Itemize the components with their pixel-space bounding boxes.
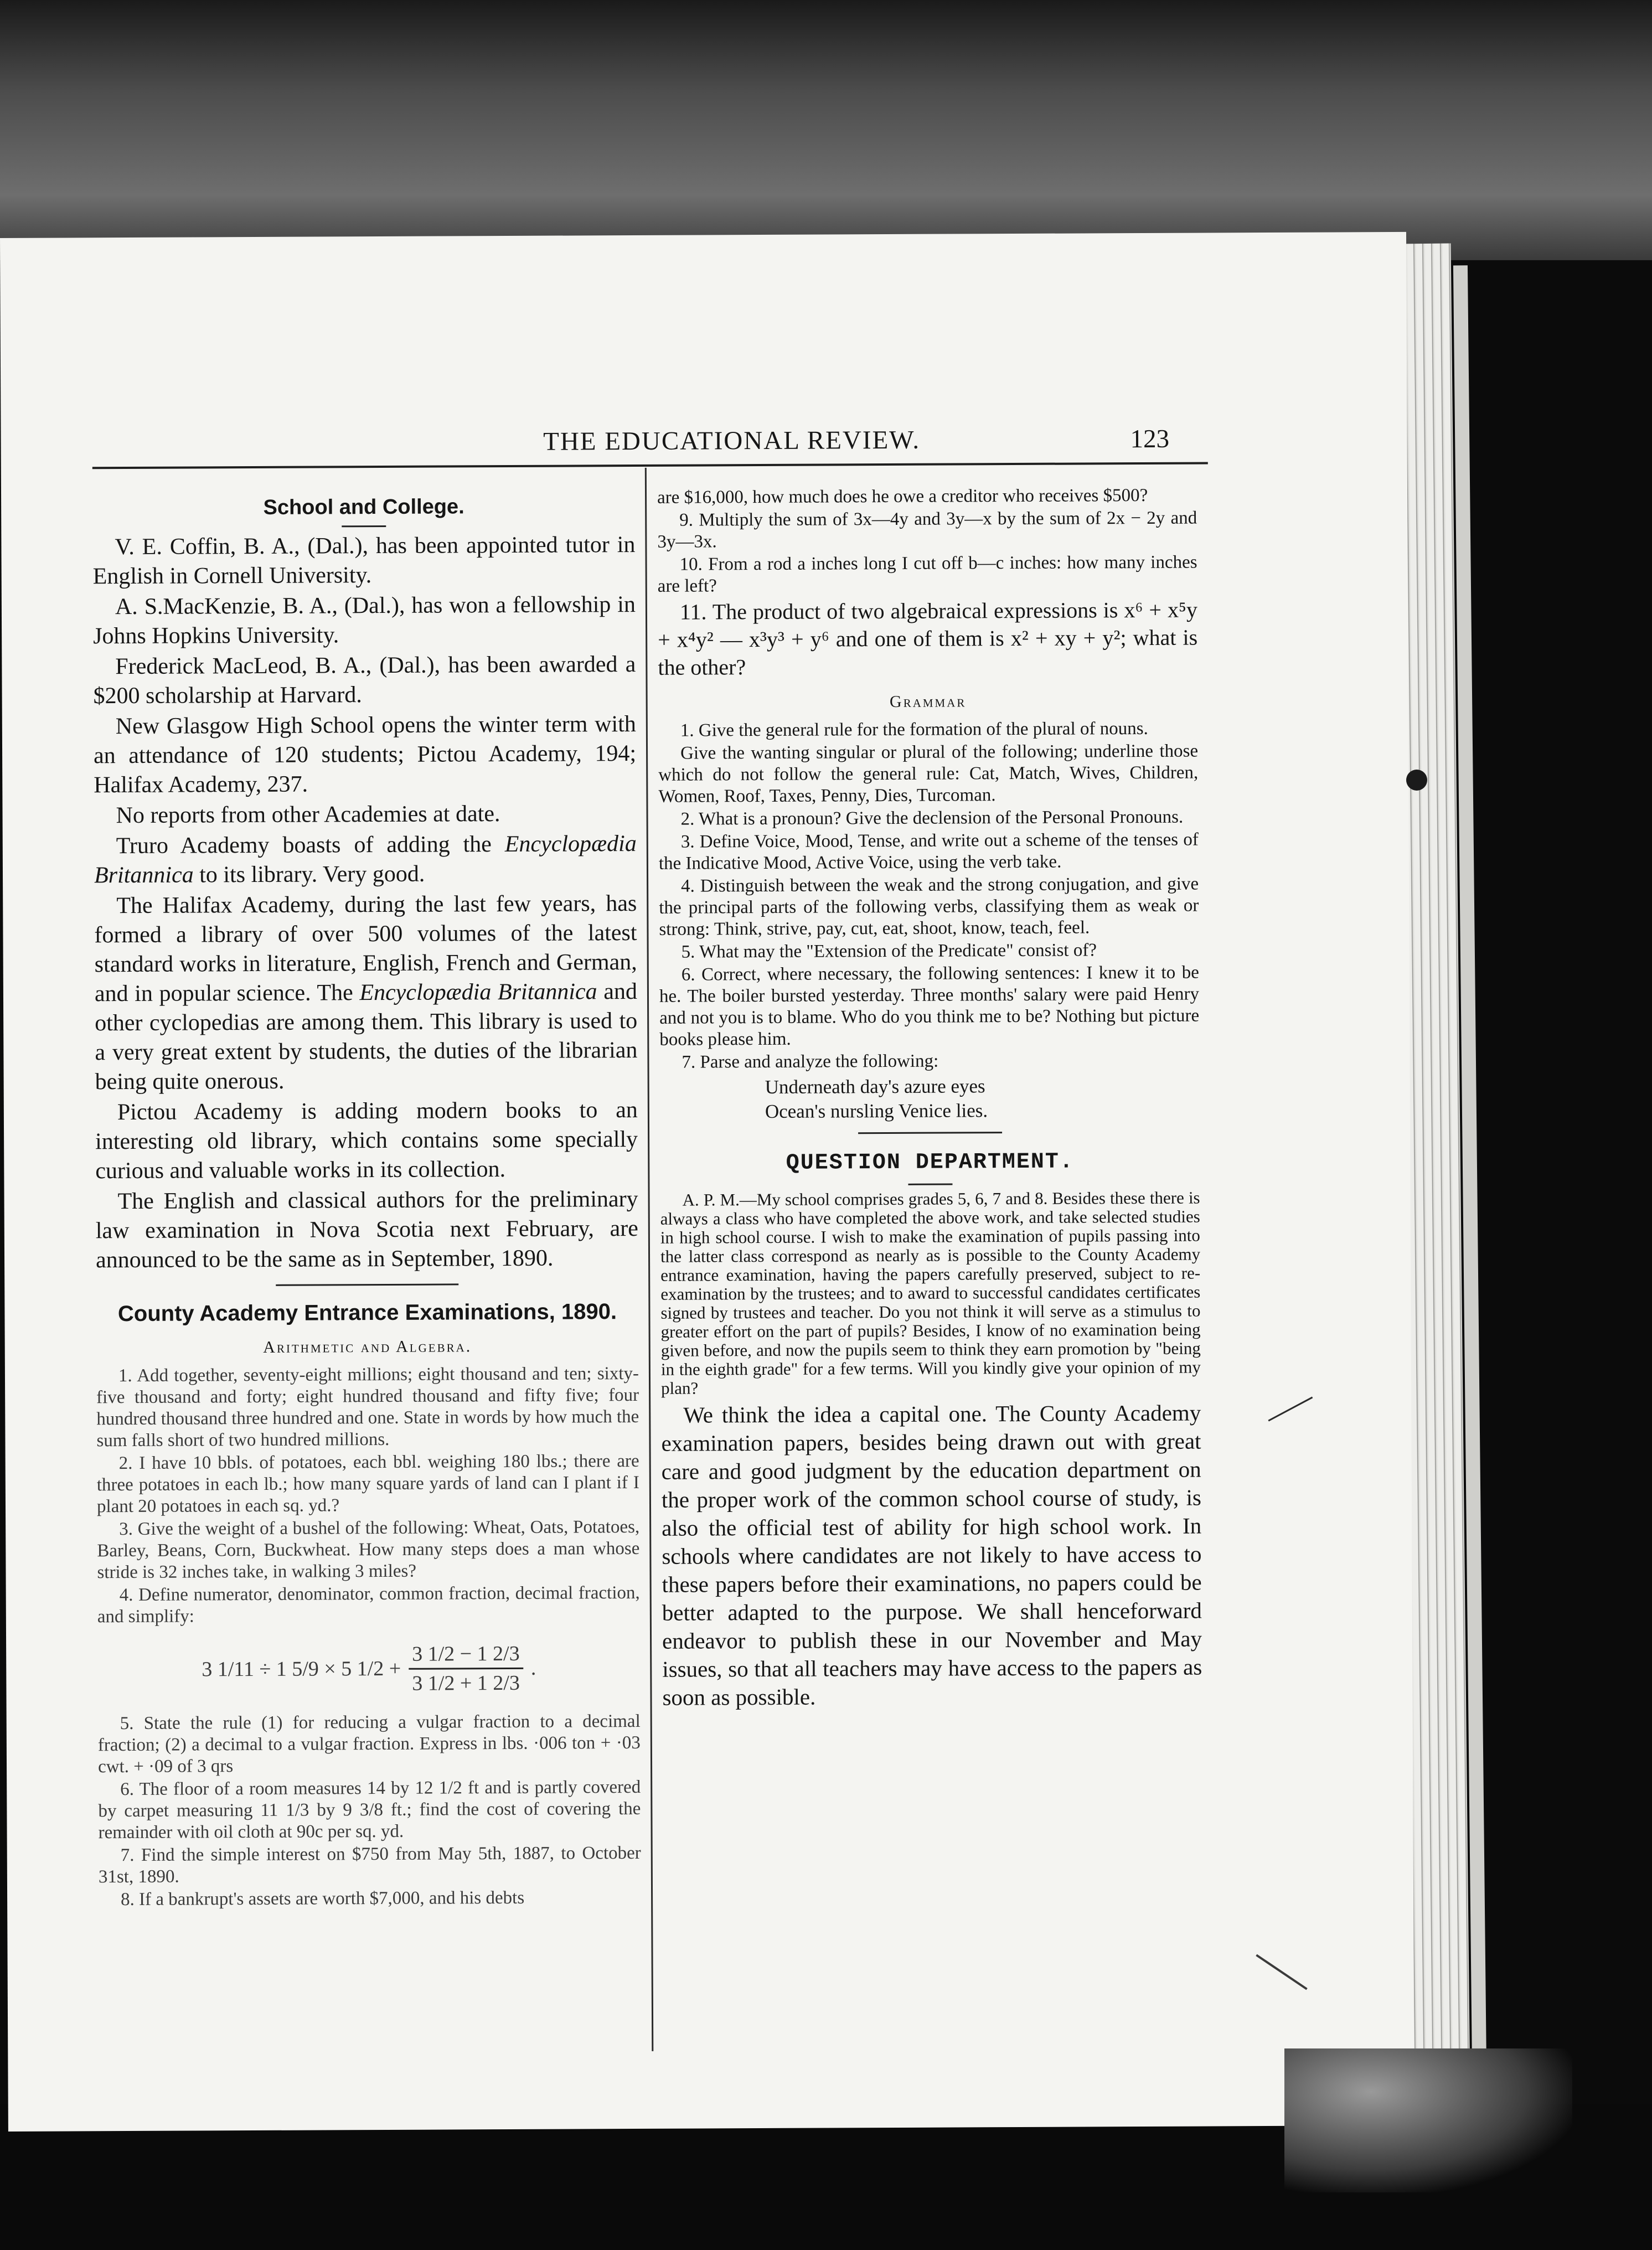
header-rule [92,462,1208,469]
grammar-question: 6. Correct, where necessary, the following sentences: I knew it to be he. The boiler bursted yesterday. Three months' salary were paid Henry and not you is to blame. Who do you think me to be? Nothing but picture books please him. [659,962,1200,1050]
school-college-heading: School and College. [263,495,464,519]
journal-page [0,232,1414,2132]
light-glare [1284,2048,1572,2192]
exams-heading: County Academy Entrance Examinations, 1890. [117,1299,617,1327]
question-department-heading: QUESTION DEPARTMENT. [786,1149,1074,1176]
exam-question: 9. Multiply the sum of 3x—4y and 3y—x by the sum of 2x − 2y and 3y—3x. [657,508,1197,552]
reader-letter: A. P. M.—My school comprises grades 5, 6, 7 and 8. Besides these there is always a class who have completed the above work, and take selected studies in high school course. I wish to make the examination of pupils passing into the latter class correspond as nearly as is possible to the County Academy entrance examination, having the papers carefully preserved, subject to re-examination by the trustees; and to award to successful candidates certificates signed by trustees and teacher. Do you not think it will serve as a stimulus to greater effort on the part of pupils? Besides, I know of no examination being given before, and now the pupils seem to think they earn promotion by "being in the eighth grade" for a few terms. Will you kindly give your opinion of my plan? [660,1188,1201,1398]
grammar-question: 3. Define Voice, Mood, Tense, and write out a scheme of the tenses of the Indicative Mood, Active Voice, using the verb take. [658,829,1199,874]
column-divider [645,468,653,2051]
grammar-question: 5. What may the "Extension of the Predicate" consist of? [681,940,1097,962]
exam-question: 7. Find the simple interest on $750 from May 5th, 1887, to October 31st, 1890. [98,1843,641,1887]
exam-question: 5. State the rule (1) for reducing a vulgar fraction to a decimal fraction; (2) a decimal to a vulgar fraction. Express in lbs. ·006 ton + ·03 cwt. + ·09 of 3 qrs [97,1711,641,1777]
news-item-halifax: The Halifax Academy, during the last few years, has formed a library of over 500 volumes of the latest standard works in literature, English, French and German, and in popular science. The Encyclopædia Britannica and other cyclopedias are among them. This library is used to a very great extent by students, the duties of the librarian being quite onerous. [94,890,638,1095]
news-item: Pictou Academy is adding modern books to an interesting old library, which contains some specially curious and valuable works in its collection. [95,1097,638,1184]
news-item: A. S.MacKenzie, B. A., (Dal.), has won a fellowship in Johns Hopkins University. [93,591,636,649]
exam-question: 1. Add together, seventy-eight millions; eight thousand and ten; sixty-five thousand and forty; eight hundred thousand and fifty five; four hundred thousand three hundred and one. State in words by how much the sum falls short of two hundred millions. [96,1363,639,1451]
exam-question-cont: are $16,000, how much does he owe a creditor who receives $500? [657,485,1148,508]
exam-question: 6. The floor of a room measures 14 by 12 1/2 ft and is partly covered by carpet measuring 11 1/3 by 9 3/8 ft.; find the cost of covering the remainder with oil cloth at 90c per sq. yd. [98,1777,641,1843]
section-rule [858,1132,1002,1134]
grammar-question: 7. Parse and analyze the following: [682,1051,939,1072]
exam-question: 4. Define numerator, denominator, common fraction, decimal fraction, and simplify: [97,1582,640,1627]
grammar-question: 1. Give the general rule for the formation of the plural of nouns. [680,718,1148,741]
exam-question: 10. From a rod a inches long I cut off b—c inches: how many inches are left? [657,552,1197,596]
news-item: V. E. Coffin, B. A., (Dal.), has been appointed tutor in English in Cornell University. [92,531,636,590]
arithmetic-heading: Arithmetic and Algebra. [263,1337,472,1356]
news-item-truro: Truro Academy boasts of adding the Encyclopædia Britannica to its library. Very good. [94,830,637,889]
formula-fraction [409,1639,523,1697]
ink-blot [1406,770,1427,791]
grammar-heading: Grammar [889,692,967,711]
heading-rule [342,525,386,527]
grammar-question: 4. Distinguish between the weak and the strong conjugation, and give the principal parts of the following verbs, classifying them as weak or strong: Think, strive, pay, cut, eat, shoot, know, teach, feel. [659,874,1199,940]
section-rule [276,1283,458,1286]
poem-line: Ocean's nursling Venice lies. [765,1100,988,1122]
formula-lead: 3 1/11 ÷ 1 5/9 × 5 1/2 + [202,1656,401,1681]
exam-question: 2. I have 10 bbls. of potatoes, each bbl. weighing 180 lbs.; there are three potatoes in each lb.; how many square yards of land can I plant if I plant 20 potatoes in each sq. yd.? [96,1451,639,1517]
math-formula [97,1634,641,1703]
news-item: Frederick MacLeod, B. A., (Dal.), has been awarded a $200 scholarship at Harvard. [93,651,636,709]
poem-line: Underneath day's azure eyes [765,1075,985,1098]
exam-question: 11. The product of two algebraical expressions is x⁶ + x⁵y + x⁴y² — x³y³ + y⁶ and one of them is x² + xy + y²; what is the other? [658,597,1198,680]
formula-denominator: 3 1/2 + 1 2/3 [412,1671,520,1695]
arithmetic-questions [96,1363,641,1911]
grammar-question: Give the wanting singular or plural of the following; underline those which do not follow the general rule: Cat, Match, Wives, Children, Women, Roof, Taxes, Penny, Dies, Turcoman. [658,741,1199,807]
heading-rule [908,1184,952,1185]
news-item: The English and classical authors for the preliminary law examination in Nova Scotia next February, are announced to be the same as in September, 1890. [95,1186,638,1273]
left-column [92,490,641,1912]
news-item: No reports from other Academies at date. [116,801,500,829]
grammar-question: 2. What is a pronoun? Give the declension of the Personal Pronouns. [680,807,1184,829]
editor-reply: We think the idea a capital one. The County Academy examination papers, besides being drawn out with great care and good judgment by the education department on the proper work of the common school course of study, is also the official test of ability for high school work. In schools where candidates are not likely to have access to these papers before their examinations, no papers could be better adapted to the purpose. We shall henceforward endeavor to publish these in our November and May issues, so that all teachers may have access to the papers as soon as possible. [661,1400,1202,1710]
right-column [657,485,1202,1713]
page-number: 123 [1130,424,1170,454]
news-item: New Glasgow High School opens the winter term with an attendance of 120 students; Pictou Academy, 194; Halifax Academy, 237. [93,711,637,798]
exam-question: 3. Give the weight of a bushel of the following: Wheat, Oats, Potatoes, Barley, Beans, Corn, Buckwheat. How many steps does a man whose stride is 32 inches take, in walking 3 miles? [97,1516,640,1583]
formula-tail: . [530,1656,536,1680]
formula-numerator: 3 1/2 − 1 2/3 [409,1639,523,1669]
exam-question: 8. If a bankrupt's assets are worth $7,000, and his debts [121,1887,525,1910]
top-shadow [0,0,1652,260]
running-head: THE EDUCATIONAL REVIEW. [543,425,921,456]
